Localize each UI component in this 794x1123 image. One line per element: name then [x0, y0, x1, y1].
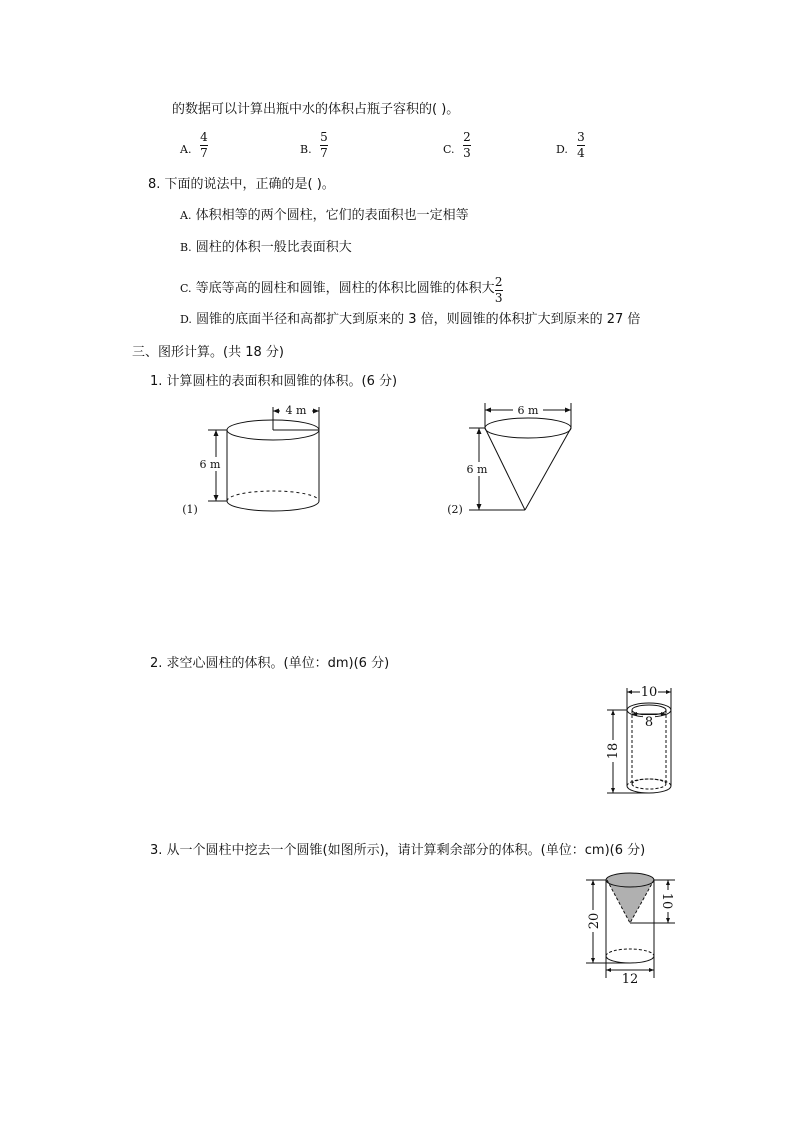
diameter-label: 12 [621, 972, 639, 987]
inner-diameter-label: 8 [644, 715, 654, 730]
height-label: 18 [606, 742, 621, 760]
option-letter: B. [180, 241, 192, 254]
figure-caption: (1) [182, 503, 198, 516]
cylinder-figure [170, 395, 340, 525]
option-letter: A. [180, 143, 192, 156]
denominator: 3 [463, 146, 471, 160]
problem-3-text: 3. 从一个圆柱中挖去一个圆锥(如图所示)，请计算剩余部分的体积。(单位：cm)(6 分) [150, 843, 646, 858]
cone-left-slant [485, 428, 525, 510]
q8-option-c[interactable] [180, 274, 503, 303]
option-letter: D. [556, 143, 568, 156]
cone-top-ellipse [485, 418, 571, 438]
cone-figure [435, 395, 585, 525]
option-text: 圆锥的底面半径和高都扩大到原来的 3 倍，则圆锥的体积扩大到原来的 27 倍 [196, 312, 641, 327]
option-fraction [495, 276, 503, 305]
option-letter: B. [300, 143, 312, 156]
cone-height-label: 10 [659, 892, 674, 910]
numerator: 2 [494, 275, 503, 289]
option-letter: C. [180, 282, 192, 295]
denominator: 7 [320, 146, 328, 160]
figure-caption: (2) [447, 503, 463, 516]
cylinder-bottom-front [227, 501, 319, 511]
q8-option-b[interactable] [180, 240, 352, 256]
problem-2-text: 2. 求空心圆柱的体积。(单位：dm)(6 分) [150, 656, 390, 671]
cylinder-bottom-back [606, 949, 654, 956]
option-fraction [577, 131, 585, 160]
option-letter: D. [180, 313, 192, 326]
option-letter: A. [180, 209, 192, 222]
hollow-cylinder-figure [600, 680, 690, 805]
q8-option-d[interactable] [180, 312, 640, 328]
option-fraction [200, 131, 208, 160]
option-letter: C. [443, 143, 455, 156]
height-label: 6 m [466, 463, 488, 476]
option-text: 体积相等的两个圆柱，它们的表面积也一定相等 [195, 208, 469, 223]
cylinder-bottom-front [606, 956, 654, 963]
denominator: 3 [494, 291, 503, 305]
numerator: 5 [320, 130, 328, 144]
height-label: 6 m [199, 458, 221, 471]
numerator: 4 [200, 130, 208, 144]
top-ellipse [606, 873, 654, 887]
option-fraction [320, 131, 328, 160]
numerator: 2 [463, 130, 471, 144]
denominator: 4 [577, 146, 585, 160]
problem-1-text: 1. 计算圆柱的表面积和圆锥的体积。(6 分) [150, 374, 398, 389]
inner-bottom-front [632, 784, 666, 789]
option-text: 圆柱的体积一般比表面积大 [195, 240, 352, 255]
diameter-label: 6 m [517, 404, 539, 417]
q8-stem: 8. 下面的说法中，正确的是( )。 [148, 177, 335, 192]
section-title: 三、图形计算。(共 18 分) [132, 345, 284, 360]
q8-option-a[interactable] [180, 208, 469, 224]
option-text: 等底等高的圆柱和圆锥，圆柱的体积比圆锥的体积大 [195, 281, 495, 296]
option-fraction [463, 131, 471, 160]
cone-right-slant [525, 428, 571, 510]
outer-bottom-back [627, 779, 671, 786]
cylinder-bottom-back [227, 491, 319, 501]
outer-bottom-front [627, 786, 671, 793]
numerator: 3 [577, 130, 585, 144]
q7-stem-continuation: 的数据可以计算出瓶中水的体积占瓶子容积的( )。 [172, 102, 460, 117]
denominator: 7 [200, 146, 208, 160]
radius-label: 4 m [285, 404, 307, 417]
outer-diameter-label: 10 [640, 685, 658, 700]
cylinder-minus-cone-figure [578, 868, 678, 988]
height-label: 20 [587, 912, 602, 930]
